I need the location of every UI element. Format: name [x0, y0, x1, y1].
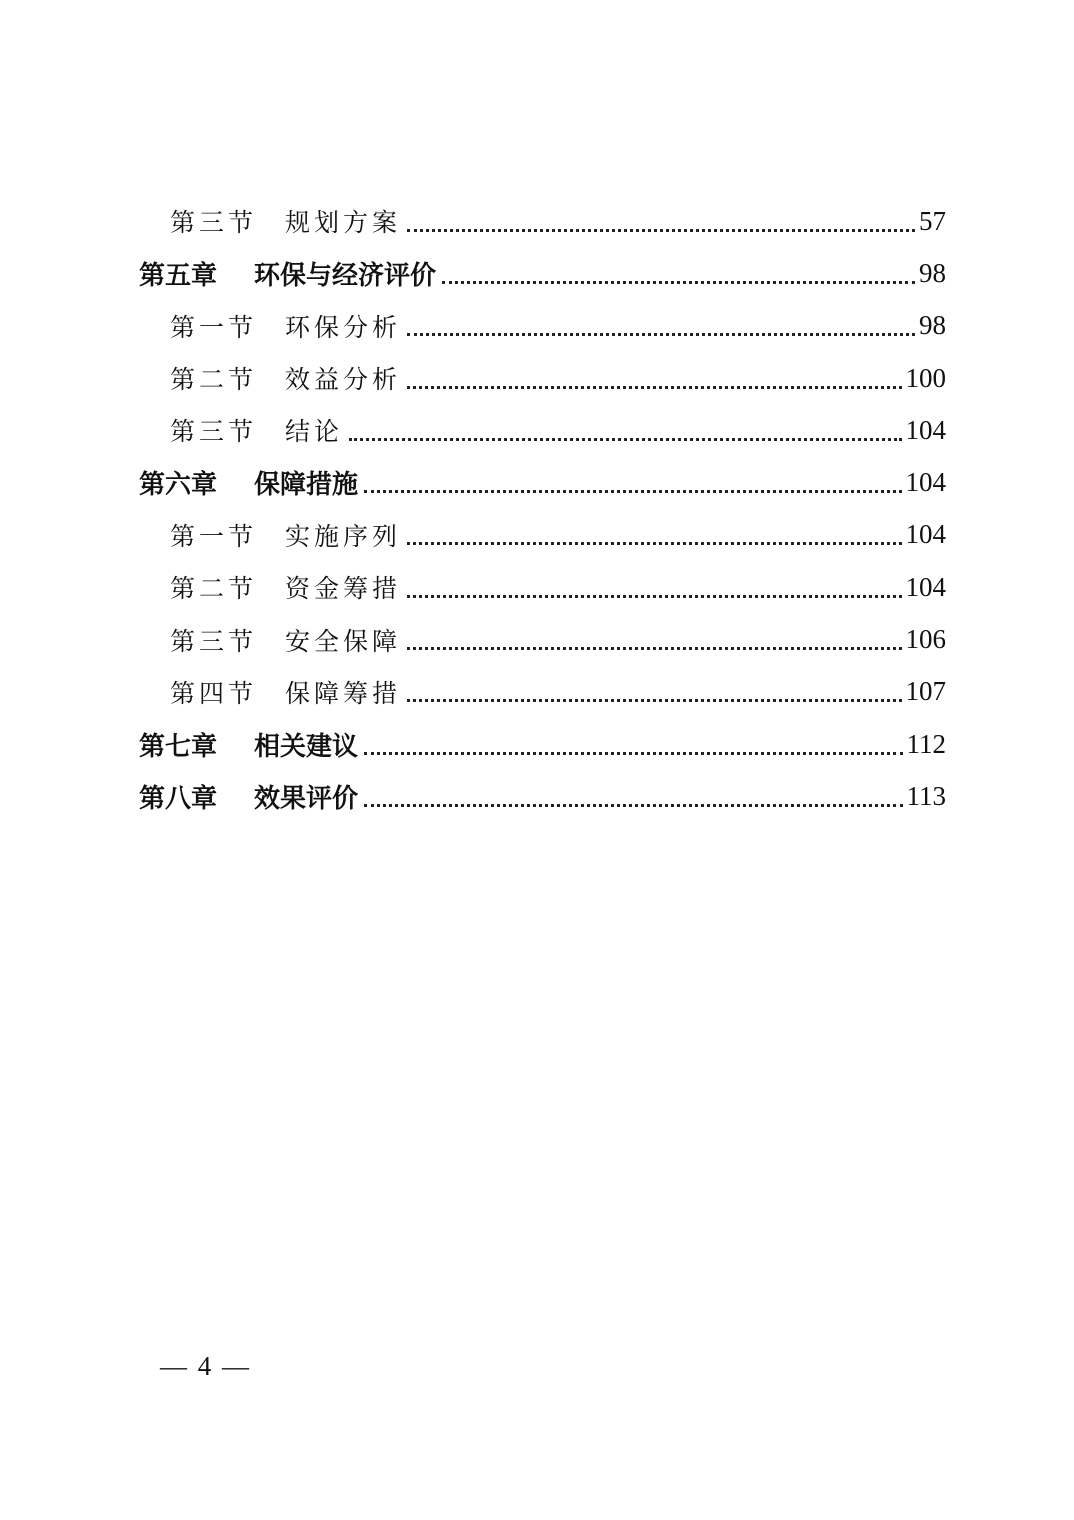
toc-entry-page: 104 — [905, 519, 946, 550]
toc-entry-title: 保障措施 — [254, 470, 359, 501]
toc-entry-page: 112 — [906, 728, 946, 759]
toc-entry-title: 实施序列 — [285, 521, 402, 551]
toc-entry-number: 第五章 — [139, 260, 218, 291]
toc-entry-page: 104 — [905, 414, 946, 445]
toc-entry-number: 第七章 — [139, 731, 218, 762]
toc-entry[interactable] — [0, 666, 1074, 718]
toc-entry[interactable] — [0, 509, 1074, 561]
toc-entry-page: 113 — [906, 780, 946, 811]
toc-entry-number: 第二节 — [170, 365, 258, 395]
toc-entry-number: 第八章 — [139, 783, 218, 814]
toc-entry-title: 资金筹措 — [285, 574, 402, 604]
toc-entry-page: 104 — [905, 571, 946, 602]
dot-leader — [407, 647, 901, 650]
toc-entry-title: 环保分析 — [285, 312, 402, 342]
toc-entry-title: 结论 — [285, 417, 344, 447]
toc-entry[interactable] — [0, 561, 1074, 613]
dot-leader — [407, 333, 915, 336]
toc-entry-page: 100 — [905, 362, 946, 393]
dot-leader — [364, 752, 902, 755]
toc-entry-number: 第四节 — [170, 678, 258, 708]
toc-entry-number: 第一节 — [170, 521, 258, 551]
toc-entry-page: 98 — [919, 257, 946, 288]
toc-entry[interactable] — [0, 718, 1074, 770]
toc-entry-number: 第二节 — [170, 574, 258, 604]
toc-entry[interactable] — [0, 404, 1074, 456]
toc-entry[interactable] — [0, 300, 1074, 352]
toc-entry[interactable] — [0, 247, 1074, 299]
toc-entry-number: 第六章 — [139, 470, 218, 501]
toc-entry-number: 第三节 — [170, 417, 258, 447]
toc-entry-title: 环保与经济评价 — [254, 260, 437, 291]
toc-entry-title: 相关建议 — [254, 731, 359, 762]
toc-entry-page: 107 — [905, 676, 946, 707]
dot-leader — [407, 229, 915, 232]
toc-entry-page: 104 — [905, 467, 946, 498]
toc-entry-number: 第三节 — [170, 208, 258, 238]
toc-entry-title: 效果评价 — [254, 783, 359, 814]
toc-entry-title: 保障筹措 — [285, 678, 402, 708]
toc-entry[interactable] — [0, 613, 1074, 665]
toc-entry[interactable] — [0, 195, 1074, 247]
page-number: — 4 — — [160, 1351, 251, 1381]
toc-entry[interactable] — [0, 352, 1074, 404]
toc-entry-number: 第三节 — [170, 626, 258, 656]
dot-leader — [364, 490, 901, 493]
toc-entry-page: 98 — [919, 310, 946, 341]
toc-entry-title: 安全保障 — [285, 626, 402, 656]
dot-leader — [364, 804, 902, 807]
table-of-contents — [0, 195, 1074, 823]
toc-entry-page: 57 — [919, 205, 946, 236]
dot-leader — [407, 595, 901, 598]
dot-leader — [407, 699, 901, 702]
toc-entry-number: 第一节 — [170, 312, 258, 342]
dot-leader — [442, 281, 915, 284]
dot-leader — [407, 386, 901, 389]
toc-entry[interactable] — [0, 456, 1074, 508]
toc-entry-page: 106 — [905, 624, 946, 655]
dot-leader — [407, 542, 901, 545]
dot-leader — [349, 438, 901, 441]
toc-entry[interactable] — [0, 770, 1074, 822]
toc-entry-title: 规划方案 — [285, 208, 402, 238]
toc-entry-title: 效益分析 — [285, 365, 402, 395]
